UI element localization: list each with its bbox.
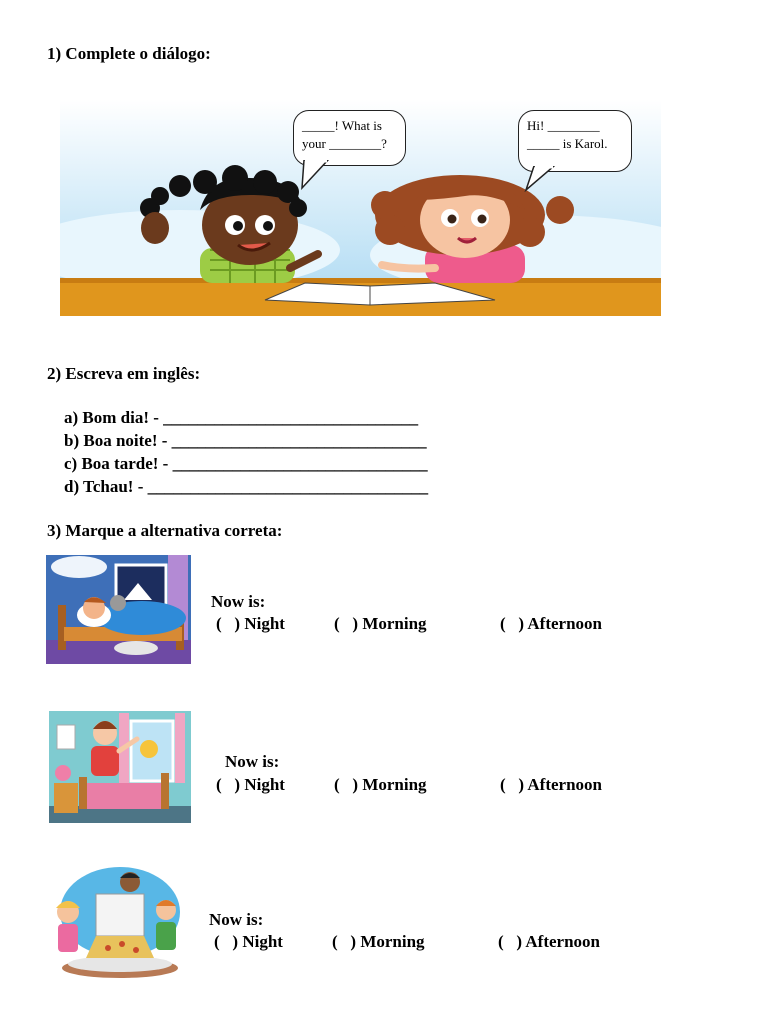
option-morning[interactable]: ( ) Morning [334, 614, 427, 633]
translation-item: b) Boa noite! - ______________________________ [64, 431, 427, 450]
option-morning[interactable]: ( ) Morning [334, 775, 427, 794]
option-afternoon[interactable]: ( ) Afternoon [498, 932, 600, 951]
option-morning[interactable]: ( ) Morning [332, 932, 425, 951]
speech-bubble-girl [518, 110, 632, 172]
bubble-line: Hi! ________ [527, 118, 600, 133]
speech-bubble-boy [293, 110, 406, 166]
afternoon-scene-image [46, 866, 191, 982]
night-scene-image [46, 555, 191, 664]
option-afternoon[interactable]: ( ) Afternoon [500, 614, 602, 633]
option-night[interactable]: ( ) Night [214, 932, 283, 951]
bubble-line: _____ is Karol. [527, 136, 608, 151]
question-3-title: 3) Marque a alternativa correta: [47, 521, 283, 540]
translation-item: a) Bom dia! - ______________________________ [64, 408, 419, 427]
speech-bubble-tail [298, 160, 338, 190]
speech-bubble-tail [522, 166, 562, 192]
question-1-title: 1) Complete o diálogo: [47, 44, 211, 63]
option-night[interactable]: ( ) Night [216, 614, 285, 633]
translation-item: c) Boa tarde! - ______________________________ [64, 454, 428, 473]
bubble-line: _____! What is [302, 118, 382, 133]
prompt-now-is: Now is: [211, 592, 266, 611]
prompt-now-is: Now is: [209, 910, 264, 929]
bubble-line: your ________? [302, 136, 387, 151]
option-afternoon[interactable]: ( ) Afternoon [500, 775, 602, 794]
prompt-now-is: Now is: [225, 752, 280, 771]
morning-scene-image [49, 711, 191, 823]
option-night[interactable]: ( ) Night [216, 775, 285, 794]
question-2-title: 2) Escreva em inglês: [47, 364, 201, 383]
translation-item: d) Tchau! - _________________________________ [64, 477, 429, 496]
